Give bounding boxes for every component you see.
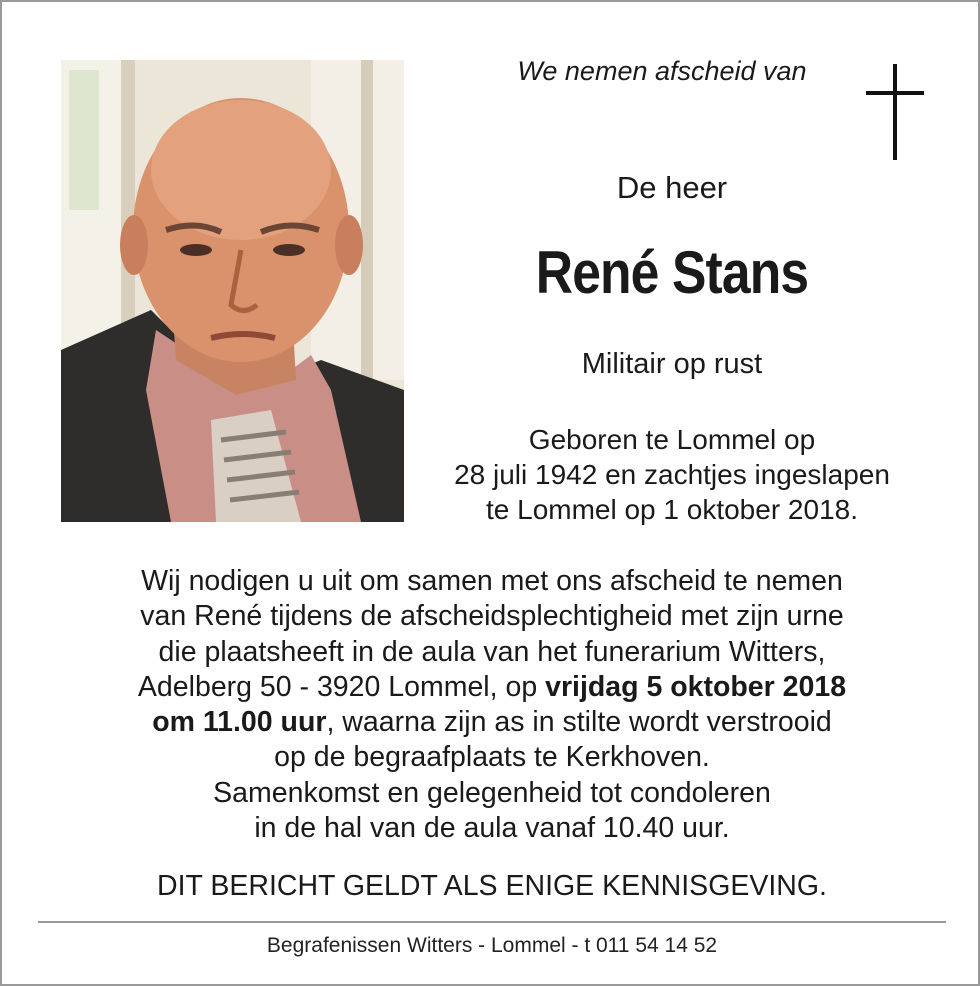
birth-death-details — [422, 422, 922, 527]
birth-line: 28 juli 1942 en zachtjes ingeslapen — [454, 459, 890, 490]
invitation-line — [42, 670, 942, 705]
invitation-line: van René tijdens de afscheidsplechtigheid met zijn urne — [140, 600, 844, 633]
birth-line: Geboren te Lommel op — [528, 424, 816, 455]
footer-divider — [38, 921, 946, 923]
portrait-photo — [61, 60, 404, 522]
notice-text: DIT BERICHT GELDT ALS ENIGE KENNISGEVING. — [157, 870, 827, 902]
invitation-line: Samenkomst en gelegenheid tot condoleren — [213, 776, 771, 809]
invitation-line: op de begraafplaats te Kerkhoven. — [274, 741, 710, 774]
invitation-line: Wij nodigen u uit om samen met ons afscheid te nemen — [141, 565, 843, 597]
scattering-text: , waarna zijn as in stilte wordt verstrooid — [326, 706, 832, 739]
ceremony-time: om 11.00 uur — [152, 706, 327, 739]
invitation-line — [42, 705, 942, 740]
occupation: Militair op rust — [581, 348, 763, 380]
ceremony-invitation — [42, 564, 942, 846]
invitation-line: die plaatsheeft in de aula van het funerarium Witters, — [158, 635, 826, 668]
invitation-line: in de hal van de aula vanaf 10.40 uur. — [254, 812, 730, 845]
ceremony-date: vrijdag 5 oktober 2018 — [545, 670, 847, 703]
honorific: De heer — [616, 170, 728, 205]
address-text: Adelberg 50 - 3920 Lommel, op — [137, 670, 546, 703]
birth-line: te Lommel op 1 oktober 2018. — [485, 494, 858, 525]
deceased-name: René Stans — [535, 239, 809, 306]
cross-icon — [866, 64, 924, 160]
funeral-home-footer: Begrafenissen Witters - Lommel - t 011 54 14 52 — [266, 934, 718, 957]
intro-text: We nemen afscheid van — [517, 56, 807, 86]
